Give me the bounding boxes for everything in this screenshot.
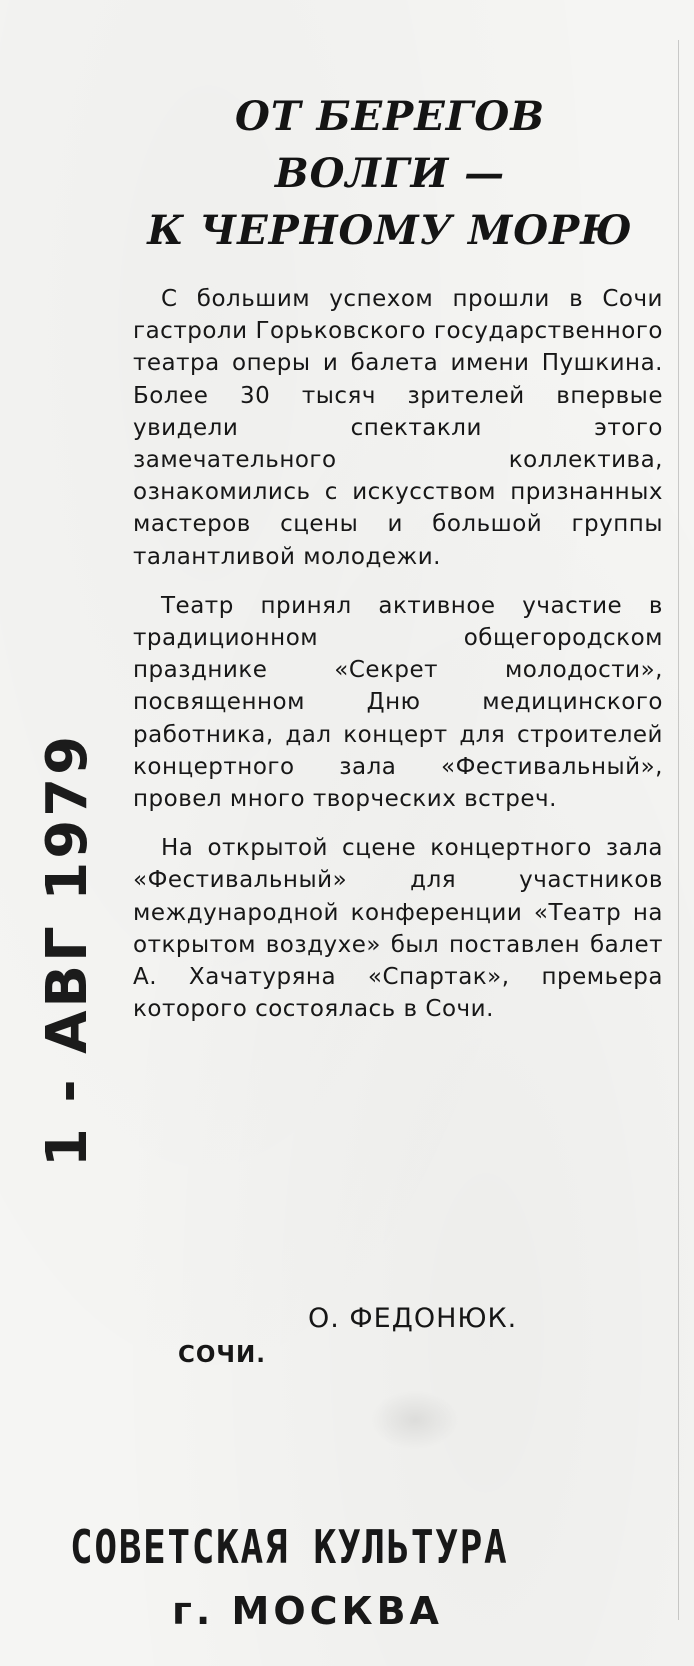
date-stamp: 1 - АВГ 1979 (35, 732, 100, 1168)
headline-line-2: ВОЛГИ — (274, 150, 506, 197)
paragraph-1: С большим успехом прошли в Сочи гастроли Горьковского государственного театра оперы и балета имени Пушкина. Более 30 тысяч зрителей впервые увидели спектакли этого замечательного коллектива, ознакомились с искусством признанных мастеров сцены и большой группы талантливой молодежи. (133, 286, 663, 570)
headline-line-3: К ЧЕРНОМУ МОРЮ (147, 207, 633, 254)
dateline-city: СОЧИ. (178, 1342, 267, 1368)
article-body (133, 283, 663, 1042)
author-byline: О. ФЕДОНЮК. (308, 1303, 518, 1334)
paragraph-2: Театр принял активное участие в традиционном общегородском празднике «Секрет молодости», посвященном Дню медицинского работника, дал концерт для строителей концертного зала «Фестивальный», провел много творческих встреч. (133, 592, 663, 813)
ink-smudge (370, 1390, 460, 1450)
newspaper-city: г. МОСКВА (172, 1589, 443, 1633)
article-headline (110, 88, 670, 259)
newspaper-name: СОВЕТСКАЯ КУЛЬТУРА (70, 1520, 509, 1574)
headline-line-1: ОТ БЕРЕГОВ (234, 93, 546, 140)
paragraph-3: На открытой сцене концертного зала «Фестивальный» для участников международной конференции «Театр на открытом воздухе» был поставлен балет А. Хачатуряна «Спартак», премьера которого состоялась в Сочи. (133, 835, 663, 1023)
clipping-edge (678, 40, 679, 1620)
